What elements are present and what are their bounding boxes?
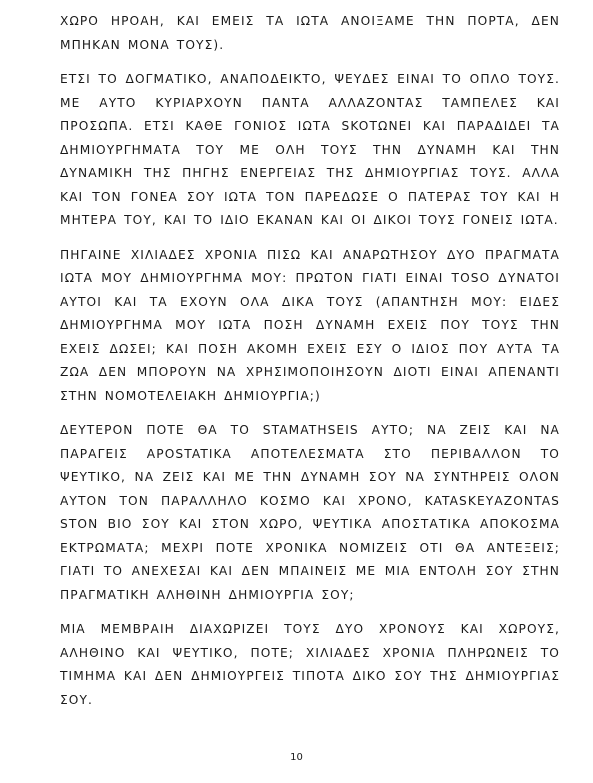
paragraph-1: ΧΩΡΟ ΗΡΟΑΗ, ΚΑΙ ΕΜΕΙΣ ΤΑ ΙΩΤΑ ΑΝΟΙΞΑΜΕ ΤΗΝ ΠΟΡΤΑ, ΔΕΝ ΜΠΗΚΑΝ ΜΟΝΑ ΤΟΥΣ). <box>60 14 560 52</box>
paragraph-2: ΕΤΣΙ ΤΟ ΔΟΓΜΑΤΙΚΟ, ΑΝΑΠΟΔΕΙΚΤΟ, ΨΕΥΔΕΣ ΕΙΝΑΙ ΤΟ ΟΠΛΟ ΤΟΥΣ. ΜΕ ΑΥΤΟ ΚΥΡΙΑΡΧΟΥΝ ΠΑΝΤΑ ΑΛΛΑΖΟΝΤΑΣ ΤΑΜΠΕΛΕΣ ΚΑΙ ΠΡΟΣΩΠΑ. ΕΤΣΙ ΚΑΘΕ ΓΟΝΙΟΣ ΙΩΤΑ SKOTΩΝΕΙ ΚΑΙ ΠΑΡΑΔΙΔΕΙ ΤΑ ΔΗΜΙΟΥΡΓΗΜΑΤΑ ΤΟΥ ΜΕ ΟΛΗ ΤΟΥΣ ΤΗΝ ΔΥΝΑΜΗ ΚΑΙ ΤΗΝ ΔΥΝΑΜΙΚΗ ΤΗΣ ΠΗΓΗΣ ΕΝΕΡΓΕΙΑΣ ΤΗΣ ΔΗΜΙΟΥΡΓΙΑΣ ΤΟΥΣ. ΑΛΛΑ ΚΑΙ ΤΟΝ ΓΟΝΕΑ ΣΟΥ ΙΩΤΑ ΤΟΝ ΠΑΡΕΔΩΣΕ Ο ΠΑΤΕΡΑΣ ΤΟΥ ΚΑΙ Η ΜΗΤΕΡΑ ΤΟΥ, ΚΑΙ ΤΟ ΙΔΙΟ ΕΚΑΝΑΝ ΚΑΙ ΟΙ ΔΙΚΟΙ ΤΟΥΣ ΓΟΝΕΙΣ ΙΩΤΑ. <box>60 72 560 227</box>
paragraph-3: ΠΗΓΑΙΝΕ ΧΙΛΙΑΔΕΣ ΧΡΟΝΙΑ ΠΙΣΩ ΚΑΙ ΑΝΑΡΩΤΗΣΟΥ ΔΥΟ ΠΡΑΓΜΑΤΑ ΙΩΤΑ ΜΟΥ ΔΗΜΙΟΥΡΓΗΜΑ ΜΟΥ: ΠΡΩΤΟΝ ΓΙΑΤΙ ΕΙΝΑΙ TOSO ΔΥΝΑΤΟΙ ΑΥΤΟΙ ΚΑΙ ΤΑ ΕΧΟΥΝ ΟΛΑ ΔΙΚΑ ΤΟΥΣ (ΑΠΑΝΤΗΣΗ ΜΟΥ: ΕΙΔΕΣ ΔΗΜΙΟΥΡΓΗΜΑ ΜΟΥ ΙΩΤΑ ΠΟΣΗ ΔΥΝΑΜΗ ΕΧΕΙΣ ΠΟΥ ΤΟΥΣ ΤΗΝ ΕΧΕΙΣ ΔΩΣΕΙ; ΚΑΙ ΠΟΣΗ ΑΚΟΜΗ ΕΧΕΙΣ ΕΣΥ Ο ΙΔΙΟΣ ΠΟΥ ΑΥΤΑ ΤΑ ΖΩΑ ΔΕΝ ΜΠΟΡΟΥΝ ΝΑ ΧΡΗΣΙΜΟΠΟΙΗΣΟΥΝ ΔΙΟΤΙ ΕΙΝΑΙ ΑΠΕΝΑΝΤΙ ΣΤΗΝ ΝΟΜΟΤΕΛΕΙΑΚΗ ΔΗΜΙΟΥΡΓΙΑ;) <box>60 247 560 403</box>
page-body <box>60 10 560 723</box>
page-number: 10 <box>290 752 303 763</box>
paragraph-4: ΔΕΥΤΕΡΟΝ ΠΟΤΕ ΘΑ ΤΟ STAMATHSEIS ΑΥΤΟ; ΝΑ ΖΕΙΣ ΚΑΙ ΝΑ ΠΑΡΑΓΕΙΣ APOSTATIKA ΑΠΟΤΕΛΕΣΜΑΤΑ ΣΤΟ ΠΕΡΙΒΑΛΛΟΝ ΤΟ ΨΕΥΤΙΚΟ, ΝΑ ΖΕΙΣ ΚΑΙ ΜΕ ΤΗΝ ΔΥΝΑΜΗ ΣΟΥ ΝΑ ΣΥΝΤΗΡΕΙΣ ΟΛΟΝ ΑΥΤΟΝ ΤΟΝ ΠΑΡΑΛΛΗΛΟ ΚΟΣΜΟ ΚΑΙ ΧΡΟΝΟ, KATASKEΥAZONTAS STON ΒIO ΣΟΥ ΚΑΙ ΣΤΟΝ ΧΩΡΟ, ΨΕΥΤΙΚΑ ΑΠΟΣΤΑΤΙΚΑ ΑΠΟΚΟΣΜΑ ΕΚΤΡΩΜΑΤΑ; ΜΕΧΡΙ ΠΟΤΕ ΧΡΟΝΙΚΑ ΝΟΜΙΖΕΙΣ ΟΤΙ ΘΑ ΑΝΤΕΞΕΙΣ; ΓΙΑΤΙ ΤΟ ΑΝΕΧΕΣΑΙ ΚΑΙ ΔΕΝ ΜΠΑΙΝΕΙΣ ΜΕ ΜΙΑ ΕΝΤΟΛΗ ΣΟΥ ΣΤΗΝ ΠΡΑΓΜΑΤΙΚΗ ΑΛΗΘΙΝΗ ΔΗΜΙΟΥΡΓΙΑ ΣΟΥ; <box>60 423 560 602</box>
paragraph-5: ΜΙΑ ΜΕΜΒΡΑΙΗ ΔΙΑΧΩΡΙΖΕΙ ΤΟΥΣ ΔΥΟ ΧΡΟΝΟΥΣ ΚΑΙ ΧΩΡΟΥΣ, ΑΛΗΘΙΝΟ ΚΑΙ ΨΕΥΤΙΚΟ, ΠΟΤΕ; ΧΙΛΙΑΔΕΣ ΧΡΟΝΙΑ ΠΛΗΡΩΝΕΙΣ ΤΟ ΤΙΜΗΜΑ ΚΑΙ ΔΕΝ ΔΗΜΙΟΥΡΓΕΙΣ ΤΙΠΟΤΑ ΔΙΚΟ ΣΟΥ ΤΗΣ ΔΗΜΙΟΥΡΓΙΑΣ ΣΟΥ. <box>60 622 560 707</box>
